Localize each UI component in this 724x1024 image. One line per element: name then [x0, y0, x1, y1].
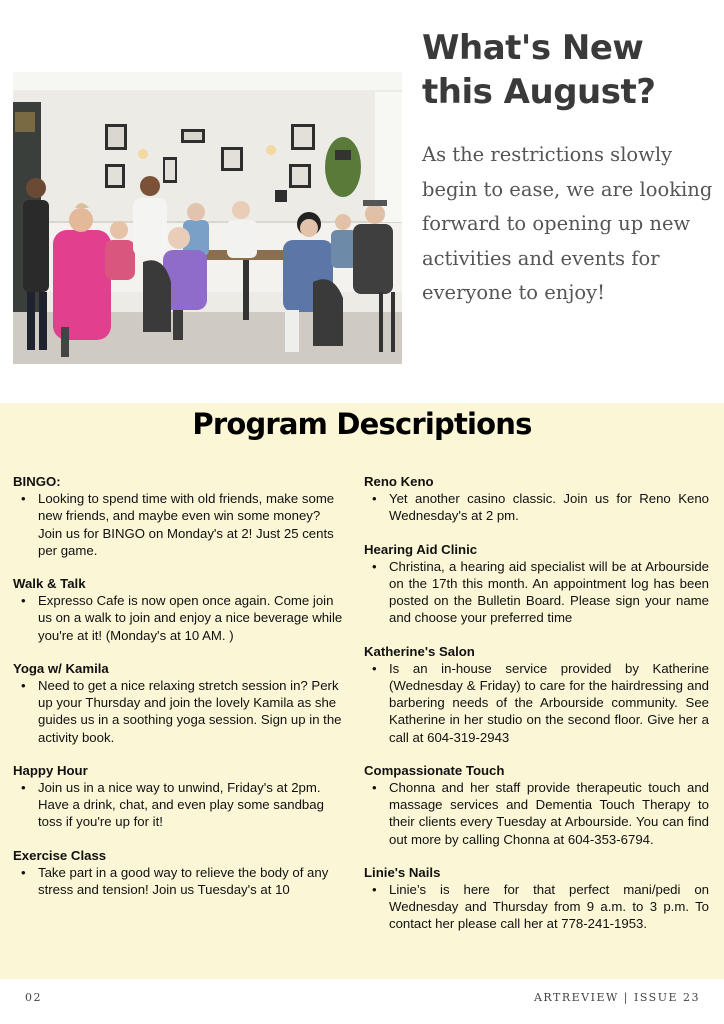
- program-column-right: [364, 473, 709, 949]
- group-photo: [13, 72, 402, 364]
- program-description: • Chonna and her staff provide therapeutic touch and massage services and Dementia Touch Therapy to their clients every Tuesday at Arbourside. You can find out more by calling Chonna at 604-353-6794.: [389, 779, 709, 848]
- program-item: [364, 473, 709, 525]
- program-title: Reno Keno: [364, 474, 434, 489]
- program-title: Linie's Nails: [364, 864, 441, 880]
- program-item: [13, 847, 348, 899]
- program-title: Yoga w/ Kamila: [13, 660, 109, 676]
- program-item: [364, 541, 709, 627]
- program-description: • Join us in a nice way to unwind, Friday's at 2pm. Have a drink, chat, and even play some sandbag toss if you're up for it!: [38, 779, 348, 831]
- photo-illustration: [13, 72, 402, 364]
- headline: [422, 26, 712, 114]
- program-item: [364, 643, 709, 746]
- program-item: [13, 762, 348, 831]
- program-item: [364, 864, 709, 933]
- program-description: • Take part in a good way to relieve the body of any stress and tension! Join us Tuesday's at 10: [38, 864, 348, 898]
- intro-paragraph: As the restrictions slowly begin to ease, we are looking forward to opening up new activities and events for everyone to enjoy!: [422, 143, 713, 304]
- program-item: [13, 575, 348, 644]
- headline-line-2: this August?: [422, 72, 656, 112]
- program-item: [364, 762, 709, 848]
- program-title: Walk & Talk: [13, 576, 86, 592]
- program-item: [13, 473, 348, 559]
- program-description: • Need to get a nice relaxing stretch session in? Perk up your Thursday and join the lovely Kamila as she guides us in a soothing yoga session. Sign up in the activity book.: [38, 677, 348, 746]
- program-title: BINGO:: [13, 474, 61, 489]
- publication-issue: ARTREVIEW | ISSUE 23: [533, 991, 700, 1004]
- program-description: • Linie’s is here for that perfect mani/pedi on Wednesday and Thursday from 9 a.m. to 3 p.m. To contact her please call her at 778-241-1953.: [389, 881, 709, 933]
- program-title: Compassionate Touch: [364, 762, 505, 778]
- program-description: • Christina, a hearing aid specialist will be at Arbourside on the 17th this month. An appointment log has been posted on the Bulletin Board. Please sign your name and choose your preferred time: [389, 558, 709, 627]
- page-number: 02: [25, 991, 42, 1004]
- program-item: [13, 660, 348, 746]
- program-column-left: [13, 473, 348, 914]
- program-title: Hearing Aid Clinic: [364, 541, 478, 557]
- program-description: • Expresso Cafe is now open once again. Come join us on a walk to join and enjoy a nice beverage while you're at it! (Monday's at 10 AM. ): [38, 592, 348, 644]
- program-description: • Is an in-house service provided by Katherine (Wednesday & Friday) to care for the hairdressing and barbering needs of the Arbourside community. See Katherine in her studio on the second floor. Give her a call at 604-319-2943: [389, 660, 709, 746]
- program-title: Katherine's Salon: [364, 643, 475, 659]
- program-title: Happy Hour: [13, 762, 88, 778]
- program-title: Exercise Class: [13, 847, 107, 863]
- program-description: • Looking to spend time with old friends, make some new friends, and maybe even win some money? Join us for BINGO on Monday's at 2! Just 25 cents per game.: [38, 490, 348, 559]
- program-description: • Yet another casino classic. Join us for Reno Keno Wednesday's at 2 pm.: [389, 490, 709, 524]
- section-title: Program Descriptions: [192, 407, 532, 441]
- headline-line-1: What's New: [422, 28, 644, 68]
